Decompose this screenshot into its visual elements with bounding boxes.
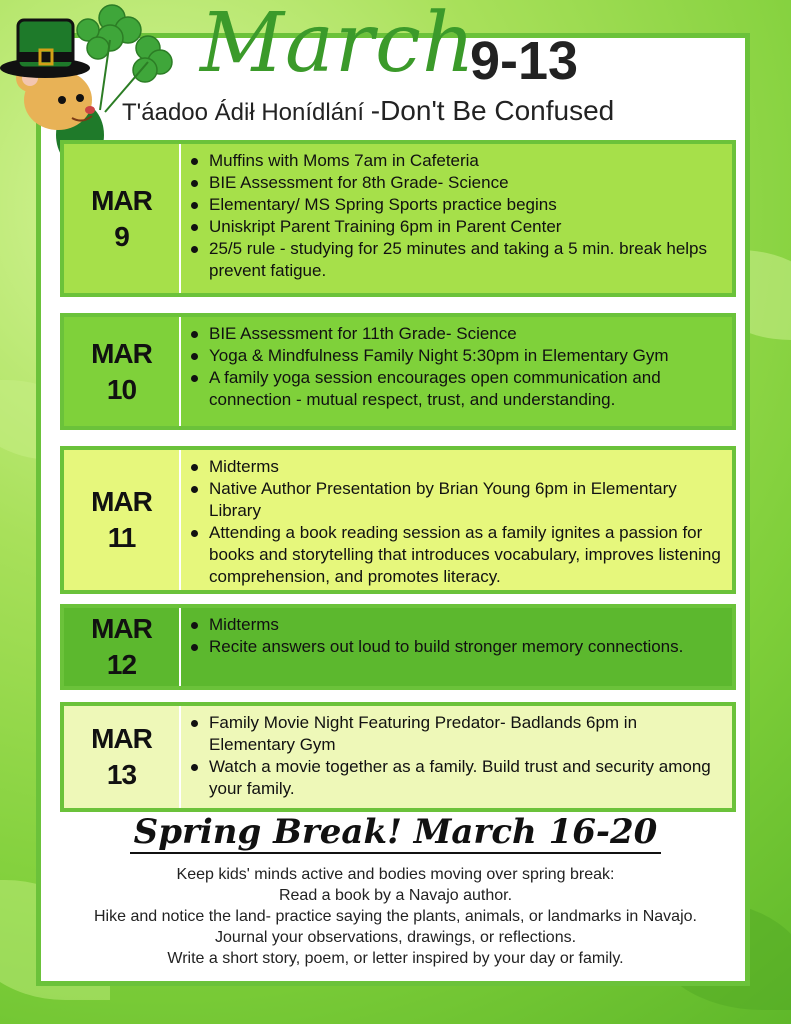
date-month: MAR	[91, 184, 152, 216]
tip-line: Journal your observations, drawings, or reflections.	[214, 929, 577, 946]
event-item: BIE Assessment for 11th Grade- Science	[209, 323, 722, 345]
date-month: MAR	[91, 337, 152, 369]
day-block-mar-12	[60, 604, 736, 690]
date-label	[64, 317, 181, 426]
title-dates: 9-13	[470, 31, 579, 91]
tip-line: Hike and notice the land- practice saying the plants, animals, or landmarks in Navajo.	[94, 908, 697, 925]
date-day: 13	[106, 759, 137, 790]
day-block-mar-13	[60, 702, 736, 812]
date-day: 9	[114, 220, 129, 252]
day-block-mar-11	[60, 446, 736, 594]
event-item: 25/5 rule - studying for 25 minutes and taking a 5 min. break helps prevent fatigue.	[209, 238, 722, 282]
date-day: 12	[106, 649, 137, 680]
spring-break-title	[0, 812, 791, 852]
date-label	[64, 450, 181, 590]
event-list	[181, 144, 732, 293]
event-item: Watch a movie together as a family. Build trust and security among your family.	[209, 756, 722, 800]
date-label	[64, 706, 181, 808]
date-month: MAR	[91, 723, 152, 754]
subtitle-english: -Don't Be Confused	[370, 95, 615, 126]
spring-break-title-text: Spring Break! March 16-20	[130, 812, 662, 854]
date-label	[64, 144, 181, 293]
event-item: Attending a book reading session as a family ignites a passion for books and storytelling that introduces vocabulary, improves listening comprehension, and promotes literacy.	[209, 523, 721, 586]
event-list	[181, 608, 693, 686]
event-item: Muffins with Moms 7am in Cafeteria	[209, 150, 722, 172]
event-item: Recite answers out loud to build stronger memory connections.	[209, 637, 684, 656]
subtitle-navajo: T'áadoo Ádił Honídlání	[122, 99, 365, 126]
subtitle	[122, 95, 614, 127]
tip-line: Keep kids' minds active and bodies moving over spring break:	[176, 866, 615, 883]
date-month: MAR	[91, 486, 152, 517]
event-item: Family Movie Night Featuring Predator- Badlands 6pm in Elementary Gym	[209, 712, 722, 756]
event-list	[181, 317, 732, 426]
event-item: A family yoga session encourages open communication and connection - mutual respect, trust, and understanding.	[209, 367, 722, 411]
event-item: BIE Assessment for 8th Grade- Science	[209, 172, 722, 194]
event-item: Yoga & Mindfulness Family Night 5:30pm in Elementary Gym	[209, 345, 722, 367]
date-day: 11	[107, 522, 136, 553]
title-month: March	[200, 0, 476, 91]
event-item: Midterms	[209, 614, 683, 636]
tip-line: Write a short story, poem, or letter inspired by your day or family.	[167, 950, 624, 967]
day-block-mar-9	[60, 140, 736, 297]
event-item: Native Author Presentation by Brian Young 6pm in Elementary Library	[209, 478, 722, 522]
date-month: MAR	[91, 613, 152, 644]
event-item: Elementary/ MS Spring Sports practice begins	[209, 194, 722, 216]
event-item: Uniskript Parent Training 6pm in Parent Center	[209, 216, 722, 238]
day-block-mar-10	[60, 313, 736, 430]
event-item: Midterms	[209, 456, 722, 478]
date-label	[64, 608, 181, 686]
event-list	[181, 706, 732, 808]
tip-line: Read a book by a Navajo author.	[278, 887, 513, 904]
date-day: 10	[106, 373, 137, 405]
spring-break-tips	[0, 864, 791, 969]
event-list	[181, 450, 732, 590]
